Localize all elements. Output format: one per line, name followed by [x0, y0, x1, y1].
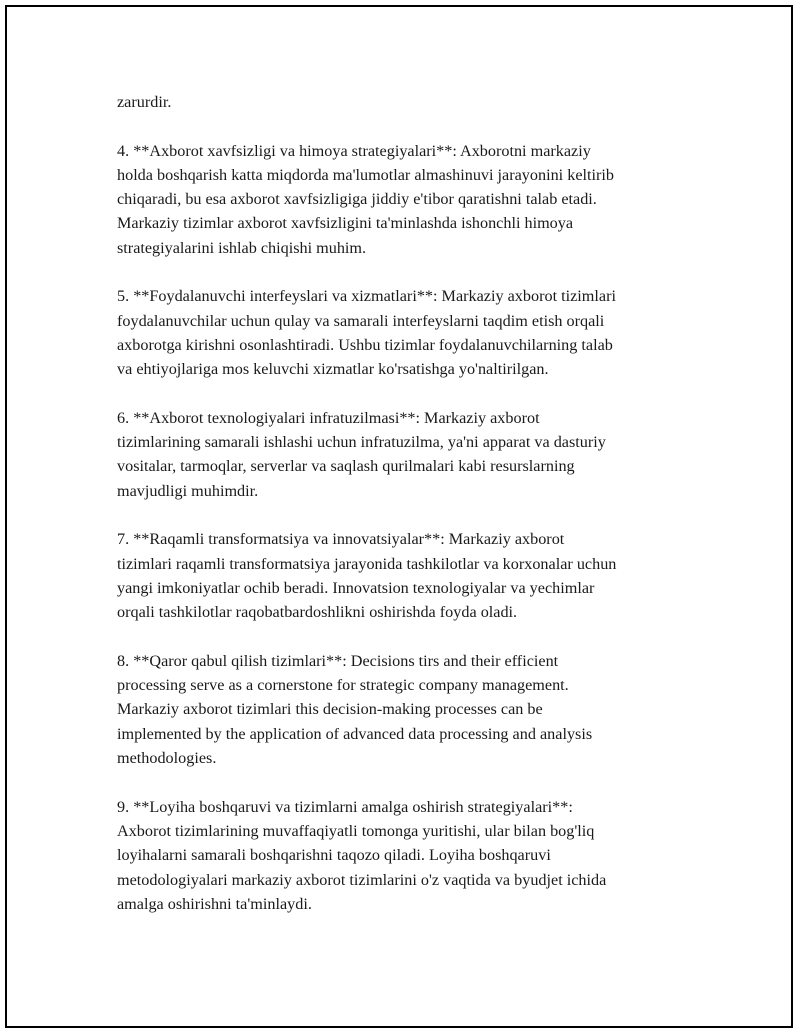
document-body — [117, 90, 702, 940]
paragraph-continuation: zarurdir. — [117, 93, 172, 111]
paragraph-item-8: 8. **Qaror qabul qilish tizimlari**: Decisions tirs and their efficient processing serve as a cornerstone for strategic company management. Markaziy axborot tizimlari this decision-making processes can be implemented by the application of advanced data processing and analysis methodologies. — [117, 651, 593, 768]
paragraph-item-9: 9. **Loyiha boshqaruvi va tizimlarni amalga oshirish strategiyalari**: Axborot tizimlarining muvaffaqiyatli tomonga yuritishi, ular bilan bog'liq loyihalarni samarali boshqarishni taqozo qiladi. Loyiha boshqaruvi metodologiyalari markaziy axborot tizimlarini o'z vaqtida va byudjet ichida amalga oshirishni ta'minlaydi. — [117, 797, 607, 913]
paragraph-item-5: 5. **Foydalanuvchi interfeyslari va xizmatlari**: Markaziy axborot tizimlari foydalanuvchilar uchun qulay va samarali interfeyslarni taqdim etish orqali axborotga kirishni osonlashtiradi. Ushbu tizimlar foydalanuvchilarning talab va ehtiyojlariga mos keluvchi xizmatlar ko'rsatishga yo'naltirilgan. — [117, 287, 616, 379]
paragraph-item-4: 4. **Axborot xavfsizligi va himoya strategiyalari**: Axborotni markaziy holda boshqarish katta miqdorda ma'lumotlar almashinuvi jarayonini keltirib chiqaradi, bu esa axborot xavfsizligiga jiddiy e'tibor qaratishni talab etadi. Markaziy tizimlar axborot xavfsizligini ta'minlashda ishonchli himoya strategiyalarini ishlab chiqishi muhim. — [117, 141, 614, 257]
paragraph-item-6: 6. **Axborot texnologiyalari infratuzilmasi**: Markaziy axborot tizimlarining samarali ishlashi uchun infratuzilma, ya'ni apparat va dasturiy vositalar, tarmoqlar, serverlar va saqlash qurilmalari kabi resurslarning mavjudligi muhimdir. — [117, 408, 606, 500]
paragraph-item-7: 7. **Raqamli transformatsiya va innovatsiyalar**: Markaziy axborot tizimlari raqamli transformatsiya jarayonida tashkilotlar va korxonalar uchun yangi imkoniyatlar ochib beradi. Innovatsion texnologiyalar va yechimlar orqali tashkilotlar raqobatbardoshlikni oshirishda foyda oladi. — [117, 530, 617, 622]
